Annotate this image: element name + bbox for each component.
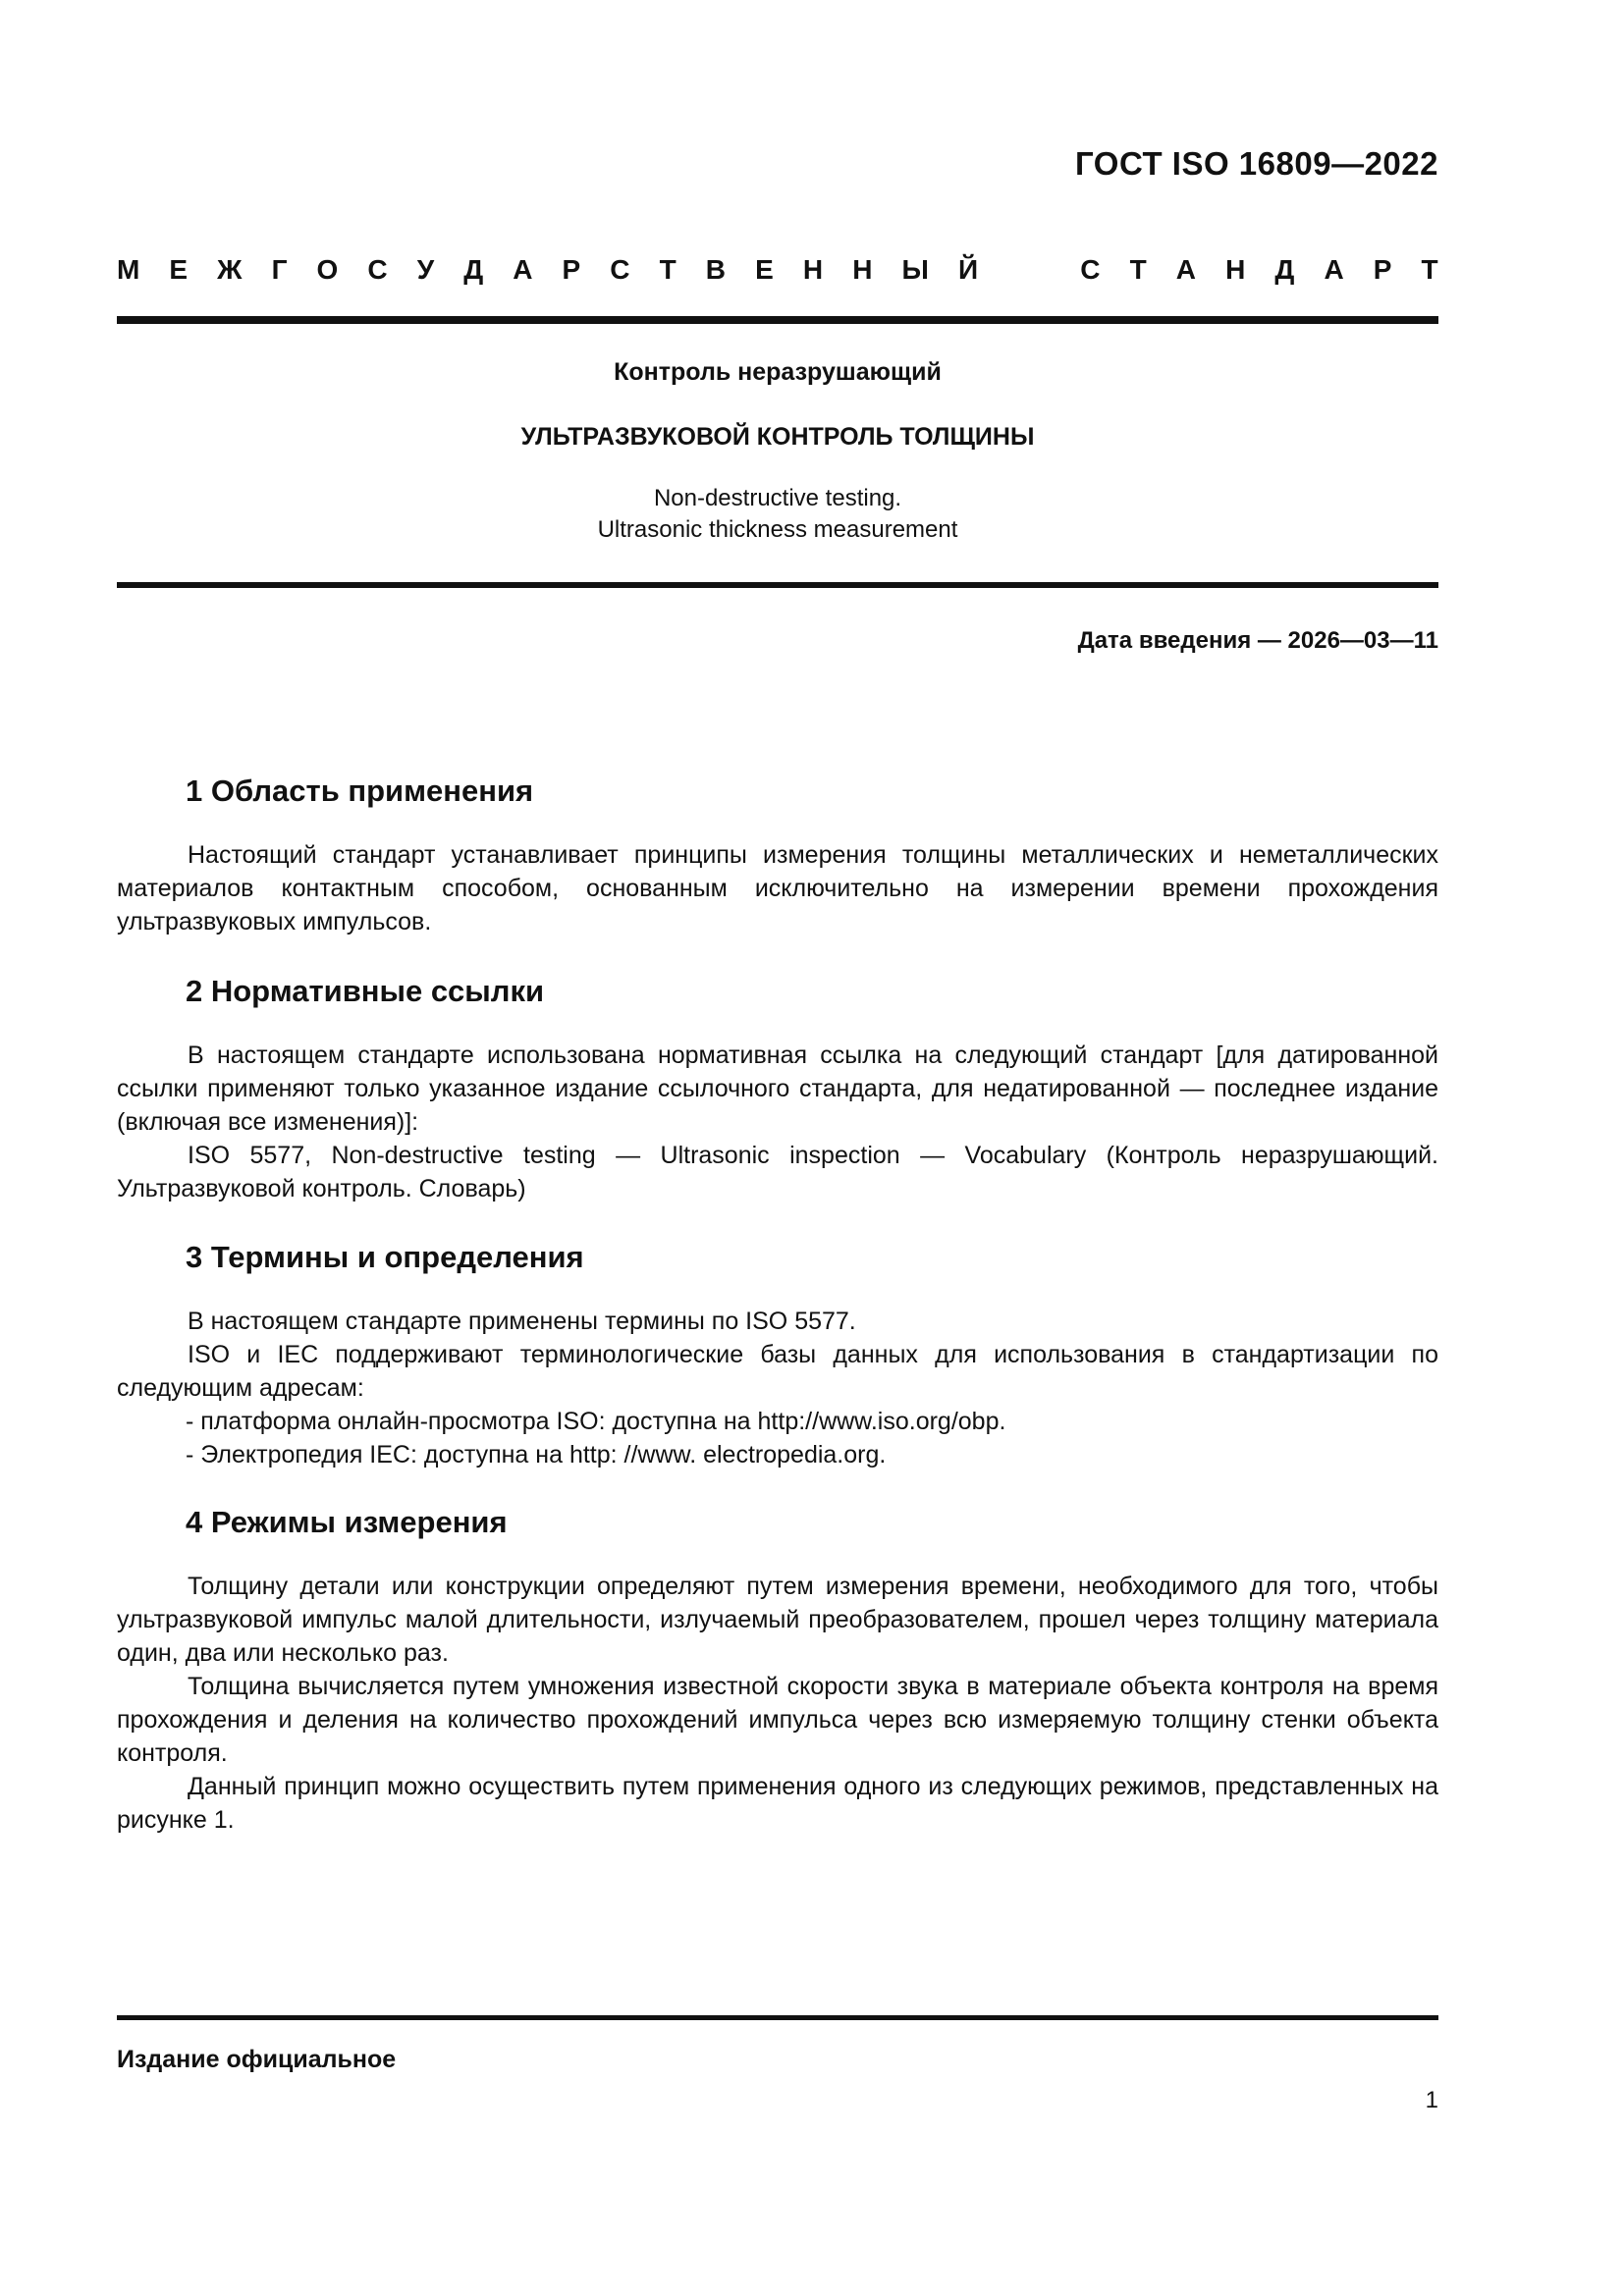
section-heading: 3 Термины и определения (186, 1240, 584, 1274)
standard-type-letter: Е (755, 254, 774, 285)
standard-type-letter: О (316, 254, 339, 285)
section-terms (117, 1240, 1438, 1471)
standard-type-letter: Й (958, 254, 979, 285)
standard-type-letter: Р (562, 254, 581, 285)
paragraph: Толщину детали или конструкции определяют путем измерения времени, необходимого для того, чтобы ультразвуковой импульс малой длительности, излучаемый преобразователем, прошел через толщину материала один, два или несколько раз. (117, 1573, 1438, 1667)
standard-type-letter: Т (1421, 254, 1438, 285)
standard-type-letter: Г (271, 254, 288, 285)
standard-type-letter: Ж (217, 254, 243, 285)
paragraph: Настоящий стандарт устанавливает принципы измерения толщины металлических и неметаллических материалов контактным способом, основанным исключительно на измерении времени прохождения ультразвуковых импульсов. (117, 841, 1438, 935)
standard-type-letter: А (1324, 254, 1344, 285)
standard-type-letter: С (1080, 254, 1101, 285)
section-normative-references (117, 974, 1438, 1205)
section-heading: 1 Область применения (186, 774, 534, 808)
paragraph: В настоящем стандарте использована нормативная ссылка на следующий стандарт [для датированной ссылки применяют только указанное издание ссылочного стандарта, для недатированной — последнее издание (включая все изменения)]: (117, 1041, 1438, 1136)
footer-divider (117, 2015, 1438, 2020)
standard-type-letter: Н (802, 254, 824, 285)
standard-type-letter: Н (852, 254, 873, 285)
document-subtitle: Контроль неразрушающий (614, 358, 942, 386)
standard-type-letter: М (117, 254, 140, 285)
list-item: - платформа онлайн-просмотра ISO: доступна на http://www.iso.org/obp. (186, 1408, 1006, 1435)
title-divider (117, 582, 1438, 588)
introduction-date: Дата введения — 2026—03—11 (1077, 627, 1438, 654)
section-heading: 4 Режимы измерения (186, 1505, 508, 1539)
english-title-line: Ultrasonic thickness measurement (597, 516, 958, 543)
section-heading: 2 Нормативные ссылки (186, 974, 545, 1008)
english-title (117, 483, 1438, 546)
paragraph: Толщина вычисляется путем умножения известной скорости звука в материале объекта контроля на время прохождения и деления на количество прохождений импульса через всю измеряемую толщину стенки объекта контроля. (117, 1673, 1438, 1767)
standard-type-letter: Т (659, 254, 677, 285)
document-title: УЛЬТРАЗВУКОВОЙ КОНТРОЛЬ ТОЛЩИНЫ (520, 423, 1035, 451)
standard-type-letter: С (367, 254, 388, 285)
standard-type-letter: У (416, 254, 435, 285)
standard-type-letter: Д (463, 254, 484, 285)
standard-type-letter: В (705, 254, 727, 285)
paragraph: ISO и IEC поддерживают терминологические базы данных для использования в стандартизации по следующим адресам: (117, 1341, 1438, 1402)
standard-type-heading (117, 254, 1438, 286)
official-edition-label: Издание официальное (117, 2046, 397, 2073)
word-gap (1007, 254, 1051, 286)
reference-entry: ISO 5577, Non-destructive testing — Ultrasonic inspection — Vocabulary (Контроль неразрушающий. Ультразвуковой контроль. Словарь) (117, 1142, 1438, 1202)
paragraph: Данный принцип можно осуществить путем применения одного из следующих режимов, представленных на рисунке 1. (117, 1773, 1438, 1834)
standard-type-letter: Ы (901, 254, 929, 285)
page-number: 1 (1425, 2087, 1438, 2113)
section-measurement-modes (117, 1505, 1438, 1837)
standard-type-letter: Р (1373, 254, 1392, 285)
document-number: ГОСТ ISO 16809—2022 (1075, 145, 1438, 182)
standard-type-letter: Т (1129, 254, 1147, 285)
english-title-line: Non-destructive testing. (653, 485, 902, 511)
section-scope (117, 774, 1438, 938)
standard-type-letter: Н (1225, 254, 1246, 285)
standard-type-letter: Е (169, 254, 189, 285)
top-divider (117, 316, 1438, 324)
standard-type-letter: С (610, 254, 630, 285)
standard-type-letter: А (1175, 254, 1197, 285)
standard-type-letter: Д (1274, 254, 1295, 285)
paragraph: В настоящем стандарте применены термины по ISO 5577. (188, 1308, 856, 1335)
list-item: - Электропедия IEC: доступна на http: //www. electropedia.org. (186, 1441, 887, 1468)
standard-type-letter: А (513, 254, 533, 285)
